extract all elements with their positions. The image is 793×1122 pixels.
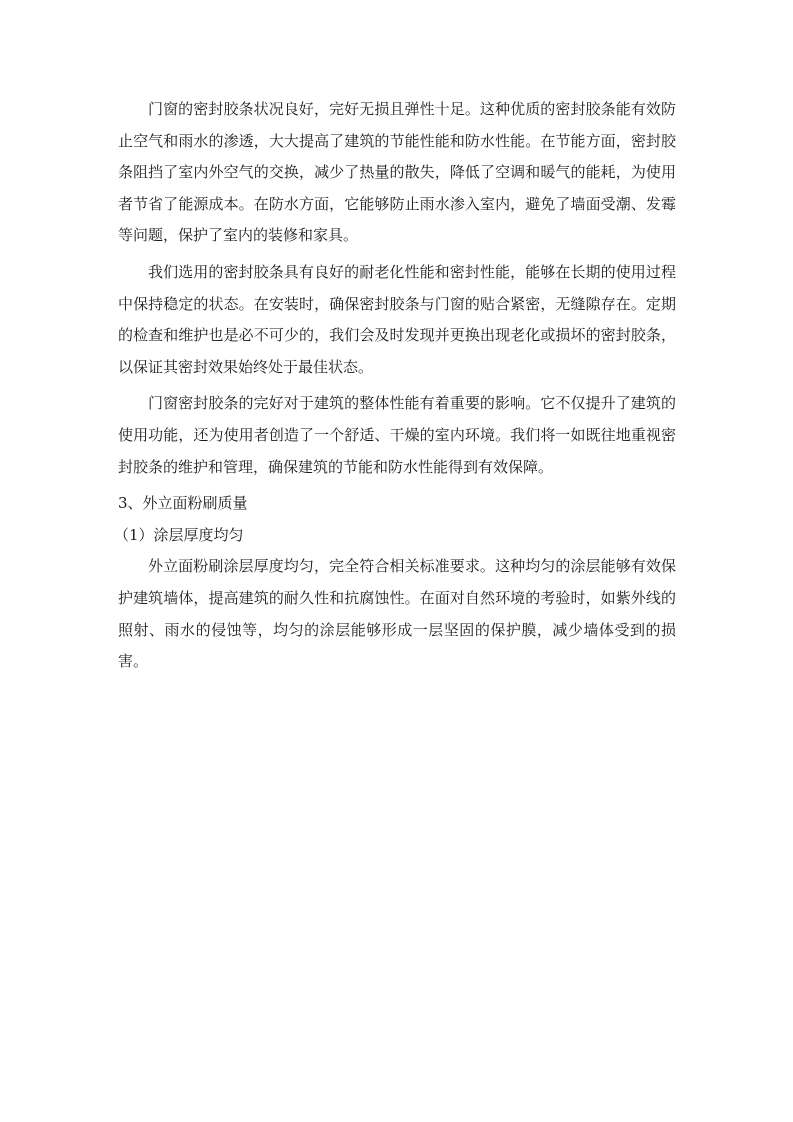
paragraph-seal-condition: 门窗的密封胶条状况良好，完好无损且弹性十足。这种优质的密封胶条能有效防止空气和雨水的渗透，大大提高了建筑的节能性能和防水性能。在节能方面，密封胶条阻挡了室内外空气的交换，减少了热量的散失，降低了空调和暖气的能耗，为使用者节省了能源成本。在防水方面，它能够防止雨水渗入室内，避免了墙面受潮、发霉等问题，保护了室内的装修和家具。: [118, 100, 676, 245]
document-body: [114, 94, 676, 683]
paragraph-seal-selection: 我们选用的密封胶条具有良好的耐老化性能和密封性能，能够在长期的使用过程中保持稳定的状态。在安装时，确保密封胶条与门窗的贴合紧密，无缝隙存在。定期的检查和维护也是必不可少的，我们会及时发现并更换出现老化或损坏的密封胶条，以保证其密封效果始终处于最佳状态。: [118, 262, 676, 376]
paragraph-coating-thickness: 外立面粉刷涂层厚度均匀，完全符合相关标准要求。这种均匀的涂层能够有效保护建筑墙体，提高建筑的耐久性和抗腐蚀性。在面对自然环境的考验时，如紫外线的照射、雨水的侵蚀等，均匀的涂层能够形成一层坚固的保护膜，减少墙体受到的损害。: [118, 557, 676, 671]
subsection-heading: （1）涂层厚度均匀: [114, 525, 244, 544]
section-heading: 3、外立面粉刷质量: [118, 494, 248, 513]
paragraph-seal-importance: 门窗密封胶条的完好对于建筑的整体性能有着重要的影响。它不仅提升了建筑的使用功能，还为使用者创造了一个舒适、干燥的室内环境。我们将一如既往地重视密封胶条的维护和管理，确保建筑的节能和防水性能得到有效保障。: [118, 394, 676, 476]
